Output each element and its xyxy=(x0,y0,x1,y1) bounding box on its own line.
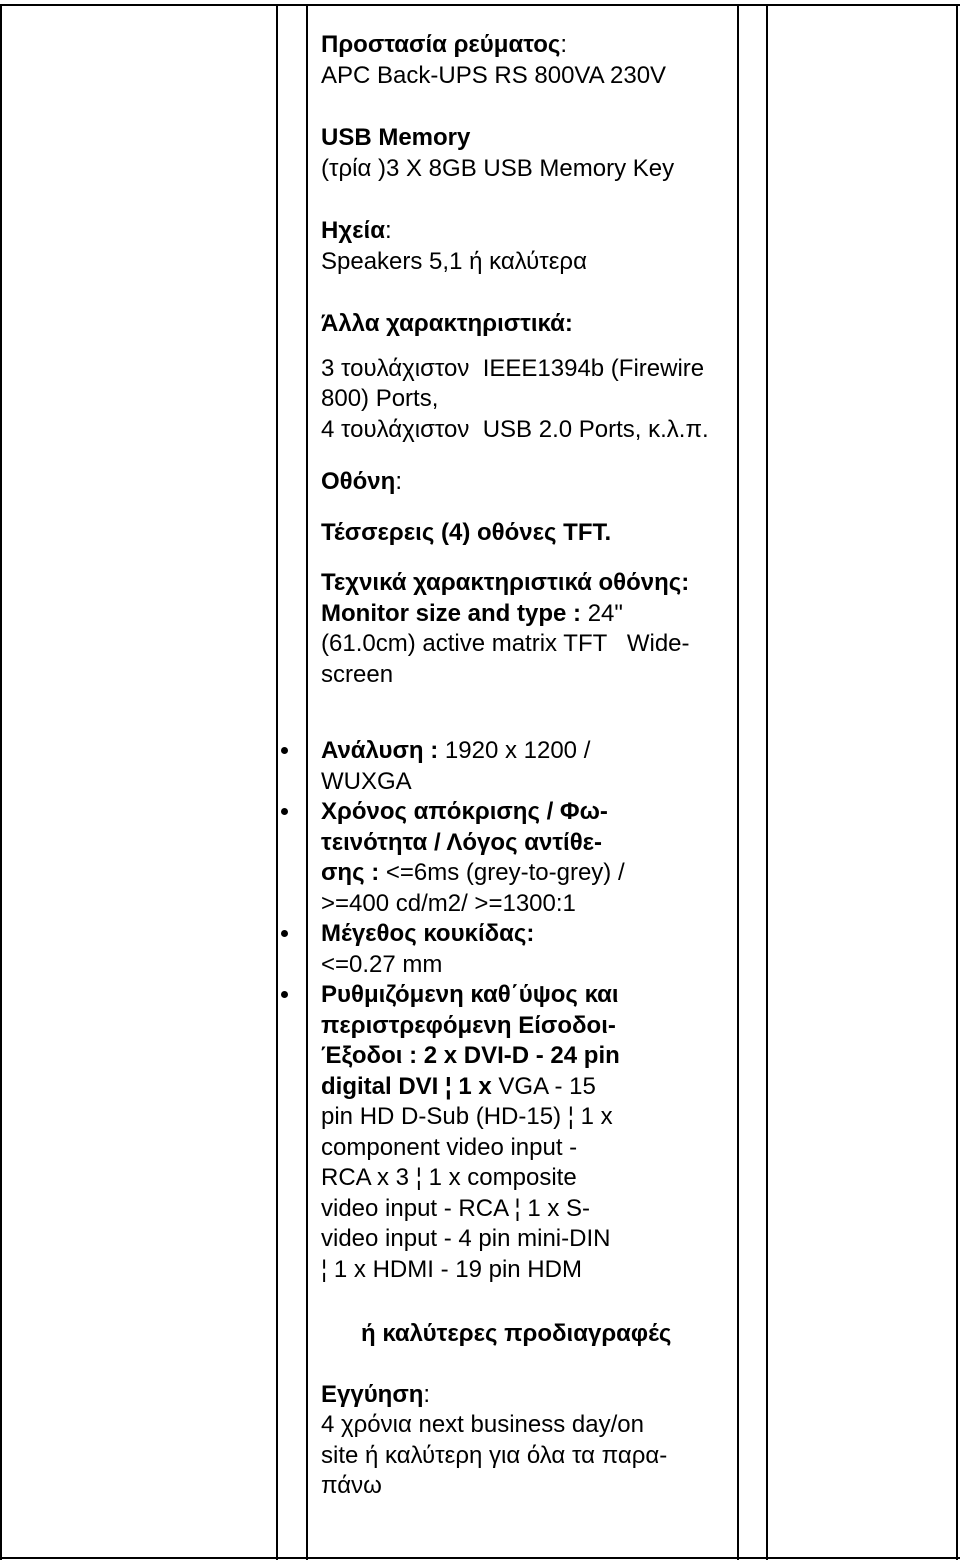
bullet-text: >=400 cd/m2/ >=1300:1 xyxy=(321,889,576,917)
bullet-text: WUXGA xyxy=(321,767,412,795)
list-item xyxy=(241,980,731,1285)
bullet-text: <=0.27 mm xyxy=(321,950,443,978)
other-line: 800) Ports, xyxy=(321,385,439,412)
speakers-sep: : xyxy=(384,217,392,244)
bullet-bold: Ρυθμιζόμενη καθ΄ύψος και xyxy=(321,981,619,1008)
column-divider-4 xyxy=(766,4,768,1560)
bullet-bold: σης : xyxy=(321,859,386,886)
power-value: APC Back-UPS RS 800VA 230V xyxy=(321,61,667,89)
other-section xyxy=(321,309,731,445)
bullet-bold: digital DVI ¦ 1 x xyxy=(321,1072,499,1100)
bullet-bold: Έξοδοι : 2 x DVI-D - 24 pin xyxy=(321,1042,620,1069)
bullet-bold: περιστρεφόμενη Είσοδοι- xyxy=(321,1011,616,1039)
bullet-text: pin HD D-Sub (HD-15) ¦ 1 x xyxy=(321,1103,613,1130)
screen-spec-list xyxy=(321,736,731,1285)
bullet-icon xyxy=(281,808,288,815)
list-item xyxy=(241,797,731,919)
bullet-text: video input - RCA ¦ 1 x S- xyxy=(321,1194,591,1222)
bullet-icon xyxy=(281,991,288,998)
usb-value: (τρία )3 X 8GB USB Memory Key xyxy=(321,154,675,182)
list-item xyxy=(241,919,731,980)
speakers-label: Ηχεία xyxy=(321,217,385,244)
screen-tech-label: Τεχνικά χαρακτηριστικά οθόνης: xyxy=(321,569,690,596)
usb-label: USB Memory xyxy=(321,124,471,151)
bullet-bold: τεινότητα / Λόγος αντίθε- xyxy=(321,828,603,856)
warranty-line: 4 χρόνια next business day/on xyxy=(321,1411,644,1438)
table-bottom-border xyxy=(0,1557,960,1559)
bullet-text: RCA x 3 ¦ 1 x composite xyxy=(321,1164,577,1191)
screen-size-value: 24" xyxy=(587,599,623,627)
power-sep: : xyxy=(560,31,568,58)
bullet-bold: Ανάλυση : xyxy=(321,737,445,764)
column-divider-3 xyxy=(737,4,739,1560)
warranty-section xyxy=(321,1380,731,1502)
bullet-icon xyxy=(281,930,288,937)
other-line: 3 τουλάχιστον IEEE1394b (Firewire xyxy=(321,354,705,382)
bullet-text: VGA - 15 xyxy=(498,1072,596,1100)
table-top-border xyxy=(0,4,960,6)
screen-size-line: screen xyxy=(321,660,394,688)
screen-sep: : xyxy=(395,468,402,495)
usb-section xyxy=(321,123,731,184)
power-label: Προστασία ρεύματος xyxy=(321,31,561,58)
power-section xyxy=(321,30,731,91)
screen-size-line: (61.0cm) active matrix TFT Wide- xyxy=(321,630,690,657)
spec-cell xyxy=(321,30,731,1502)
screen-count: Τέσσερεις (4) οθόνες TFT. xyxy=(321,518,612,546)
speakers-value: Speakers 5,1 ή καλύτερα xyxy=(321,247,587,275)
bullet-text: component video input - xyxy=(321,1133,578,1161)
bullet-bold: Μέγεθος κουκίδας: xyxy=(321,920,535,947)
better-specs-note: ή καλύτερες προδιαγραφές xyxy=(361,1320,672,1347)
bullet-text: 1920 x 1200 / xyxy=(444,737,591,764)
bullet-icon xyxy=(281,747,288,754)
warranty-sep: : xyxy=(423,1380,431,1408)
other-label: Άλλα χαρακτηριστικά: xyxy=(321,310,573,337)
bullet-text: <=6ms (grey-to-grey) / xyxy=(385,859,625,886)
screen-size-label: Monitor size and type : xyxy=(321,599,588,627)
other-line: 4 τουλάχιστον USB 2.0 Ports, κ.λ.π. xyxy=(321,415,709,443)
screen-label: Οθόνη xyxy=(321,468,396,495)
bullet-bold: Χρόνος απόκρισης / Φω- xyxy=(321,798,608,825)
table-left-border xyxy=(0,4,2,1560)
bullet-text: ¦ 1 x HDMI - 19 pin HDM xyxy=(321,1255,582,1283)
speakers-section xyxy=(321,216,731,277)
warranty-line: πάνω xyxy=(321,1472,382,1499)
warranty-label: Εγγύηση xyxy=(321,1380,424,1408)
warranty-line: site ή καλύτερη για όλα τα παρα- xyxy=(321,1441,668,1469)
screen-section xyxy=(321,467,731,690)
list-item xyxy=(241,736,731,797)
table-right-border xyxy=(956,4,958,1560)
bullet-text: video input - 4 pin mini-DIN xyxy=(321,1225,611,1252)
